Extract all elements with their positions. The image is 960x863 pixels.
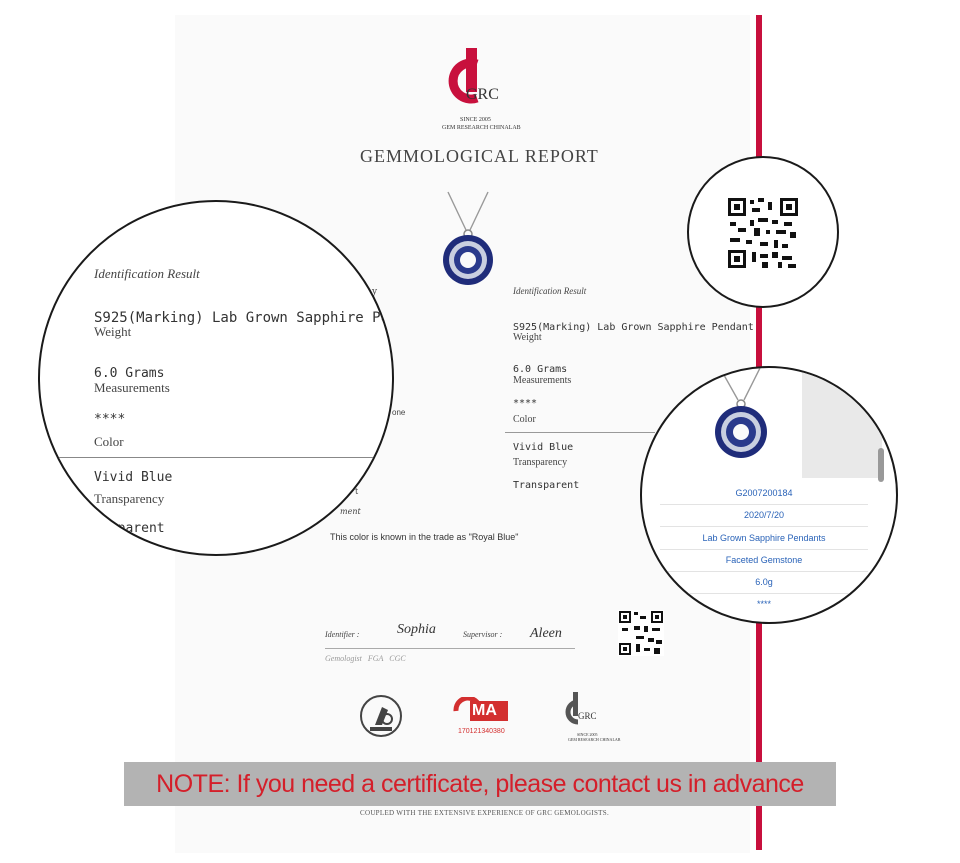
- report-title: GEMMOLOGICAL REPORT: [360, 146, 599, 166]
- zoom-weight-value: 6.0 Grams: [94, 366, 165, 381]
- grc-logo-icon: [438, 46, 510, 116]
- small-logo-lab: GEM RESEARCH CHINALAB: [568, 737, 621, 742]
- info-row-gemstone: Faceted Gemstone: [660, 550, 868, 572]
- measurements-value: ****: [513, 398, 538, 409]
- item-name: S925(Marking) Lab Grown Sapphire Pendant: [513, 322, 754, 333]
- info-row-weight: 6.0g: [660, 572, 868, 594]
- identifier-label: Identifier :: [325, 630, 360, 639]
- pendant-image: [702, 368, 782, 468]
- certificate-note-banner: NOTE: If you need a certificate, please contact us in advance: [124, 762, 836, 806]
- logo-since: SINCE 2005: [460, 117, 491, 123]
- zoom-item-name: S925(Marking) Lab Grown Sapphire Pe: [94, 310, 390, 326]
- qr-code-icon: [726, 196, 800, 270]
- color-value: Vivid Blue: [513, 442, 574, 453]
- section-label: Identification Result: [513, 286, 587, 296]
- footer-text: COUPLED WITH THE EXTENSIVE EXPERIENCE OF GRC GEMOLOGISTS.: [360, 809, 610, 817]
- lab-microscope-seal-icon: [358, 693, 404, 739]
- logo-lab: GEM RESEARCH CHINALAB: [442, 125, 521, 131]
- weight-label: Weight: [513, 332, 542, 343]
- chevron-right-icon[interactable]: ›: [792, 402, 798, 418]
- cma-number: 170121340380: [458, 728, 505, 735]
- grc-small-logo-icon: [560, 690, 590, 730]
- cma-seal: [452, 697, 510, 725]
- credentials: Gemologist FGA CGC: [325, 654, 406, 663]
- signature-line: [325, 648, 575, 649]
- info-row-item: Lab Grown Sapphire Pendants: [660, 528, 868, 550]
- zoom-transparency-value: nsparent: [102, 521, 165, 536]
- partial-text: ment: [340, 507, 361, 516]
- measurements-label: Measurements: [513, 375, 572, 386]
- zoom-color-label: Color: [94, 434, 124, 449]
- partial-text: t: [355, 487, 359, 496]
- transparency-value: Transparent: [513, 480, 580, 491]
- color-label: Color: [513, 414, 536, 425]
- zoom-section-label: Identification Result: [94, 266, 200, 281]
- logo-brand: GRC: [466, 86, 499, 103]
- grc-logo: [438, 46, 510, 116]
- zoom-circle: [38, 200, 394, 556]
- pendant-image: [433, 190, 503, 290]
- qr-code-icon: [618, 610, 664, 656]
- weight-value: 6.0 Grams: [513, 364, 568, 375]
- identifier-signature: Sophia: [397, 622, 436, 637]
- scrollbar[interactable]: [878, 448, 884, 482]
- image-viewer-panel: [802, 368, 882, 478]
- info-row-measurements: ****: [756, 599, 771, 609]
- qr-zoom-circle: [687, 156, 839, 308]
- small-logo-since: SINCE 2005: [577, 732, 598, 737]
- zoom-measurements-label: Measurements: [94, 380, 170, 395]
- transparency-label: Transparency: [513, 457, 568, 468]
- info-row-report-number: G2007200184: [660, 483, 868, 505]
- info-zoom-circle: [640, 366, 898, 624]
- zoom-measurements-value: ****: [94, 412, 126, 427]
- supervisor-signature: Aleen: [530, 626, 562, 641]
- comment-text: This color is known in the trade as "Royal Blue": [330, 532, 519, 542]
- partial-text: y: [372, 287, 378, 297]
- partial-text: one: [392, 408, 406, 417]
- supervisor-label: Supervisor :: [463, 630, 503, 639]
- small-logo-brand: GRC: [578, 711, 597, 721]
- zoom-weight-label: Weight: [94, 324, 132, 339]
- zoom-transparency-label: Transparency: [94, 491, 165, 506]
- cma-text: MA: [472, 702, 497, 719]
- zoom-color-value: Vivid Blue: [94, 470, 173, 485]
- divider: [505, 432, 655, 433]
- info-row-date: 2020/7/20: [660, 505, 868, 527]
- zoom-divider: [40, 457, 392, 458]
